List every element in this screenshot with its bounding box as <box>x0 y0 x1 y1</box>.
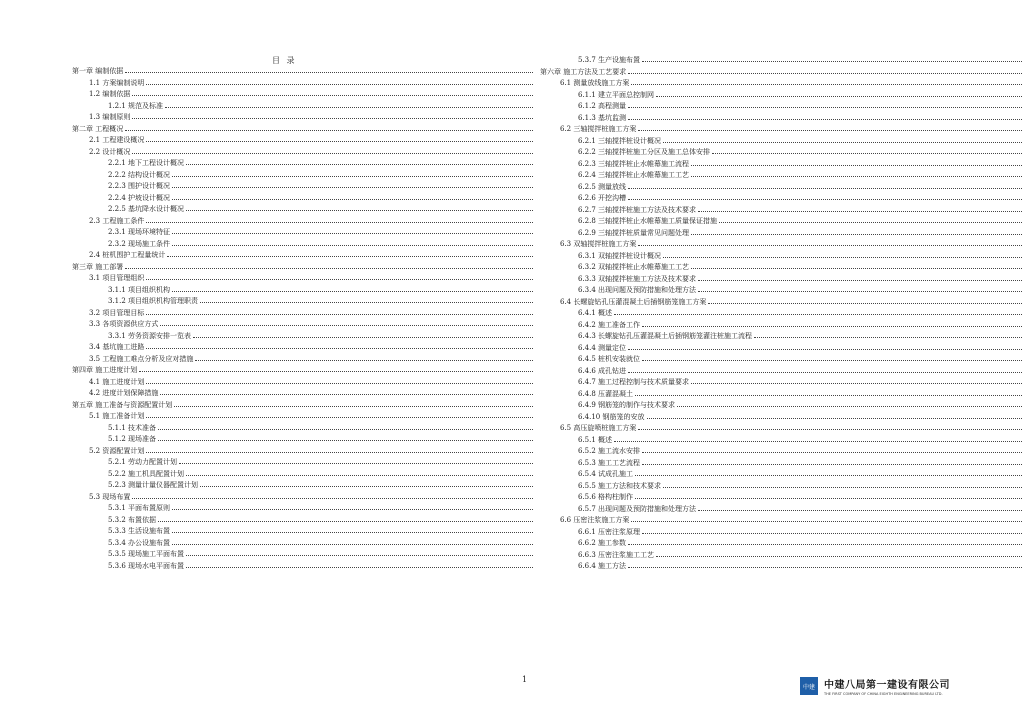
toc-dot-leader <box>193 336 533 338</box>
toc-entry-label: 2.2.5 基坑降水设计概况 <box>108 205 185 213</box>
toc-entry-label: 6.1 测量放线施工方案 <box>560 79 630 87</box>
toc-entry-label: 5.2.2 施工机具配置计划 <box>108 469 185 478</box>
toc-entry-label: 5.3.7 生产设施布置 <box>578 56 641 64</box>
toc-entry-label: 6.4.5 桩机安装就位 <box>578 355 641 363</box>
toc-entry[interactable] <box>540 65 1024 76</box>
toc-entry[interactable] <box>578 249 1024 260</box>
toc-entry[interactable] <box>89 145 535 156</box>
toc-entry[interactable] <box>578 203 1024 214</box>
toc-entry-label: 6.5.3 施工工艺流程 <box>578 458 641 467</box>
toc-entry-label: 6.4.3 长螺旋钻孔压灌混凝土后插钢筋笼灌注桩施工流程 <box>578 332 753 340</box>
toc-entry-label: 2.3 工程施工条件 <box>89 216 145 225</box>
toc-entry-label: 2.2.4 护坡设计概况 <box>108 193 171 202</box>
toc-entry-label: 5.1 施工准备计划 <box>89 412 145 420</box>
toc-dot-leader <box>158 428 533 430</box>
toc-dot-leader <box>635 394 1022 396</box>
toc-entry[interactable] <box>108 237 535 248</box>
toc-entry[interactable] <box>108 421 535 432</box>
toc-entry[interactable] <box>578 352 1024 363</box>
toc-dot-leader <box>172 531 533 533</box>
toc-entry-label: 5.1.2 现场准备 <box>108 435 157 443</box>
toc-dot-leader <box>195 359 533 361</box>
toc-dot-leader <box>698 279 1022 281</box>
toc-dot-leader <box>677 405 1022 407</box>
logo-mark-icon: 中建 <box>800 677 818 695</box>
toc-entry[interactable] <box>89 133 535 144</box>
toc-entry[interactable] <box>108 547 535 558</box>
toc-entry-label: 6.6.2 施工参数 <box>578 539 627 547</box>
toc-dot-leader <box>642 451 1022 453</box>
toc-entry[interactable] <box>578 134 1024 145</box>
toc-dot-leader <box>698 509 1022 511</box>
toc-entry-label: 第六章 施工方法及工艺要求 <box>540 67 627 76</box>
toc-entry[interactable] <box>578 145 1024 156</box>
toc-entry[interactable] <box>72 363 535 374</box>
toc-dot-leader <box>628 543 1022 545</box>
toc-dot-leader <box>146 347 533 349</box>
toc-entry[interactable] <box>578 191 1024 202</box>
toc-entry[interactable] <box>89 87 535 98</box>
toc-dot-leader <box>186 554 533 556</box>
toc-entry-label: 6.5.1 概述 <box>578 435 613 444</box>
toc-entry[interactable] <box>560 76 1024 87</box>
toc-entry[interactable] <box>108 501 535 512</box>
toc-dot-leader <box>638 428 1022 430</box>
toc-entry-label: 6.6.3 压密注浆施工工艺 <box>578 550 655 559</box>
toc-dot-leader <box>635 474 1022 476</box>
toc-entry[interactable] <box>108 455 535 466</box>
toc-entry-label: 第四章 施工进度计划 <box>72 366 138 374</box>
toc-entry[interactable] <box>578 479 1024 490</box>
toc-dot-leader <box>656 555 1022 557</box>
toc-entry-label: 2.2 设计概况 <box>89 147 131 156</box>
toc-entry[interactable] <box>108 283 535 294</box>
toc-entry-label: 2.3.1 现场环境特征 <box>108 228 171 236</box>
toc-dot-leader <box>160 393 533 395</box>
toc-entry-label: 6.2.3 三轴搅拌桩止水帷幕施工流程 <box>578 159 690 168</box>
toc-dot-leader <box>698 210 1022 212</box>
toc-entry-label: 2.1 工程建设概况 <box>89 136 145 144</box>
toc-entry-label: 6.5.7 出现问题及预防措施和处理方法 <box>578 504 697 513</box>
toc-dot-leader <box>631 83 1022 85</box>
toc-entry-label: 6.2.2 三轴搅拌桩施工分区及施工总体安排 <box>578 148 711 156</box>
toc-entry[interactable] <box>89 375 535 386</box>
toc-entry[interactable] <box>108 467 535 478</box>
toc-entry-label: 第三章 施工部署 <box>72 262 124 271</box>
toc-dot-leader <box>614 313 1022 315</box>
toc-entry-label: 第五章 施工准备与资源配置计划 <box>72 400 173 409</box>
toc-entry-label: 6.4.10 钢筋笼的安放 <box>578 412 645 421</box>
toc-entry[interactable] <box>108 524 535 535</box>
toc-entry[interactable] <box>108 156 535 167</box>
toc-entry-label: 6.2.5 测量放线 <box>578 182 627 191</box>
toc-entry[interactable] <box>108 478 535 489</box>
toc-dot-leader <box>146 451 533 453</box>
toc-entry-label: 6.2.9 三轴搅拌桩质量常见问题处理 <box>578 228 690 237</box>
toc-dot-leader <box>642 463 1022 465</box>
toc-dot-leader <box>158 439 533 441</box>
toc-entry-label: 6.4.6 成孔钻进 <box>578 366 627 375</box>
toc-dot-leader <box>186 209 533 211</box>
toc-entry-label: 6.2.4 三轴搅拌桩止水帷幕施工工艺 <box>578 171 690 179</box>
page-number: 1 <box>522 675 528 684</box>
toc-entry[interactable] <box>578 99 1024 110</box>
toc-entry[interactable] <box>578 444 1024 455</box>
company-logo <box>800 674 964 698</box>
toc-entry[interactable] <box>560 295 1024 306</box>
toc-entry-label: 4.1 施工进度计划 <box>89 377 145 386</box>
toc-entry-label: 6.6 压密注浆施工方案 <box>560 516 630 524</box>
logo-text <box>824 676 950 696</box>
toc-entry[interactable] <box>578 329 1024 340</box>
toc-entry[interactable] <box>578 536 1024 547</box>
toc-entry[interactable] <box>108 559 535 570</box>
toc-entry-label: 3.4 基坑施工进路 <box>89 343 145 351</box>
toc-dot-leader <box>186 474 533 476</box>
toc-entry-label: 5.3.4 办公设施布置 <box>108 538 171 547</box>
toc-entry-label: 5.2.3 测量计量仪器配置计划 <box>108 481 199 489</box>
toc-entry[interactable] <box>578 318 1024 329</box>
toc-entry[interactable] <box>578 180 1024 191</box>
toc-entry-label: 3.1.2 项目组织机构管理职责 <box>108 297 199 305</box>
toc-entry[interactable] <box>578 88 1024 99</box>
toc-entry[interactable] <box>578 283 1024 294</box>
toc-title: 目 录 <box>272 56 297 65</box>
toc-entry-label: 6.2.8 三轴搅拌桩止水帷幕施工质量保证措施 <box>578 217 718 225</box>
toc-dot-leader <box>642 532 1022 534</box>
toc-entry[interactable] <box>89 214 535 225</box>
toc-entry-label: 6.3.1 双轴搅拌桩设计概况 <box>578 251 662 260</box>
toc-dot-leader <box>125 129 533 131</box>
toc-entry[interactable] <box>578 375 1024 386</box>
toc-dot-leader <box>186 163 533 165</box>
toc-entry[interactable] <box>578 260 1024 271</box>
toc-dot-leader <box>628 106 1022 108</box>
toc-entry[interactable] <box>578 53 1024 64</box>
toc-entry-label: 4.2 进度计划保障措施 <box>89 389 159 397</box>
toc-entry[interactable] <box>578 306 1024 317</box>
toc-dot-leader <box>691 382 1022 384</box>
toc-dot-leader <box>663 141 1022 143</box>
toc-entry-label: 6.5.6 格构柱制作 <box>578 493 634 501</box>
toc-dot-leader <box>642 359 1022 361</box>
toc-entry-label: 6.3 双轴搅拌桩施工方案 <box>560 240 637 248</box>
toc-entry[interactable] <box>578 111 1024 122</box>
toc-dot-leader <box>167 255 533 257</box>
toc-dot-leader <box>628 118 1022 120</box>
toc-entry-label: 5.3.6 现场水电平面布置 <box>108 561 185 570</box>
toc-dot-leader <box>146 278 533 280</box>
toc-dot-leader <box>172 175 533 177</box>
toc-entry-label: 2.4 桩机围护工程量统计 <box>89 251 166 259</box>
toc-entry[interactable] <box>560 513 1024 524</box>
toc-entry[interactable] <box>578 341 1024 352</box>
toc-dot-leader <box>754 336 1022 338</box>
toc-dot-leader <box>125 71 533 73</box>
toc-entry-label: 6.4.1 概述 <box>578 309 613 317</box>
toc-entry[interactable] <box>560 421 1024 432</box>
toc-dot-leader <box>635 497 1022 499</box>
toc-entry-label: 5.2 资源配置计划 <box>89 446 145 455</box>
toc-dot-leader <box>663 486 1022 488</box>
toc-entry[interactable] <box>578 226 1024 237</box>
toc-entry[interactable] <box>108 179 535 190</box>
toc-entry-label: 6.2.6 开挖沟槽 <box>578 194 627 202</box>
toc-dot-leader <box>691 164 1022 166</box>
toc-entry[interactable] <box>72 64 535 75</box>
toc-entry-label: 6.6.4 施工方法 <box>578 562 627 570</box>
toc-entry-label: 6.4.7 施工过程控制与技术质量要求 <box>578 378 690 386</box>
toc-dot-leader <box>132 497 533 499</box>
toc-entry-label: 2.2.1 地下工程设计概况 <box>108 159 185 167</box>
toc-entry-label: 6.6.1 压密注浆原理 <box>578 527 641 536</box>
toc-entry-label: 2.3.2 现场施工条件 <box>108 239 171 248</box>
toc-entry-label: 6.2.7 三轴搅拌桩施工方法及技术要求 <box>578 205 697 214</box>
toc-entry[interactable] <box>108 432 535 443</box>
toc-dot-leader <box>139 370 533 372</box>
toc-dot-leader <box>628 371 1022 373</box>
toc-dot-leader <box>628 566 1022 568</box>
logo-company-cn: 中建八局第一建设有限公司 <box>824 680 950 691</box>
toc-entry[interactable] <box>89 248 535 259</box>
toc-entry[interactable] <box>578 433 1024 444</box>
toc-entry[interactable] <box>578 410 1024 421</box>
toc-dot-leader <box>172 244 533 246</box>
toc-dot-leader <box>125 267 533 269</box>
toc-entry-label: 6.1.2 高程测量 <box>578 102 627 110</box>
toc-entry[interactable] <box>578 548 1024 559</box>
toc-entry[interactable] <box>108 191 535 202</box>
toc-entry-label: 第一章 编制依据 <box>72 67 124 75</box>
toc-entry[interactable] <box>578 467 1024 478</box>
toc-dot-leader <box>132 94 533 96</box>
toc-entry-label: 6.5.4 试成孔施工 <box>578 470 634 478</box>
toc-dot-leader <box>631 520 1022 522</box>
toc-entry[interactable] <box>578 272 1024 283</box>
toc-entry[interactable] <box>108 99 535 110</box>
toc-entry-label: 3.1.1 项目组织机构 <box>108 285 171 294</box>
toc-entry-label: 6.5 高压旋喷桩施工方案 <box>560 424 637 432</box>
toc-dot-leader <box>172 198 533 200</box>
toc-dot-leader <box>132 152 533 154</box>
toc-dot-leader <box>663 256 1022 258</box>
toc-entry[interactable] <box>89 306 535 317</box>
toc-entry[interactable] <box>560 237 1024 248</box>
toc-entry-label: 6.3.2 双轴搅拌桩止水帷幕施工工艺 <box>578 263 690 271</box>
toc-dot-leader <box>160 324 533 326</box>
toc-entry[interactable] <box>560 122 1024 133</box>
toc-entry[interactable] <box>72 122 535 133</box>
toc-entry[interactable] <box>578 559 1024 570</box>
toc-entry-label: 6.4.8 压灌混凝土 <box>578 389 634 398</box>
toc-entry-label: 3.2 项目管理目标 <box>89 308 145 317</box>
toc-entry-label: 6.4.9 钢筋笼的制作与技术要求 <box>578 401 676 409</box>
toc-dot-leader <box>172 186 533 188</box>
toc-entry[interactable] <box>578 214 1024 225</box>
toc-entry[interactable] <box>578 387 1024 398</box>
toc-entry[interactable] <box>108 513 535 524</box>
toc-dot-leader <box>712 152 1022 154</box>
toc-dot-leader <box>200 485 533 487</box>
toc-dot-leader <box>172 232 533 234</box>
toc-entry-label: 1.3 编制原则 <box>89 113 131 121</box>
toc-entry-label: 6.1.3 基坑监测 <box>578 113 627 122</box>
toc-entry[interactable] <box>89 409 535 420</box>
toc-entry[interactable] <box>108 202 535 213</box>
toc-dot-leader <box>698 290 1022 292</box>
toc-entry-label: 3.3.1 劳务资源安排一览表 <box>108 331 192 340</box>
toc-entry[interactable] <box>108 329 535 340</box>
toc-dot-leader <box>174 405 533 407</box>
toc-dot-leader <box>638 129 1022 131</box>
toc-dot-leader <box>628 198 1022 200</box>
toc-entry[interactable] <box>108 294 535 305</box>
toc-entry[interactable] <box>72 398 535 409</box>
toc-entry-label: 2.2.2 结构设计概况 <box>108 170 171 179</box>
toc-entry-label: 6.3.3 双轴搅拌桩施工方法及技术要求 <box>578 274 697 283</box>
toc-entry[interactable] <box>578 398 1024 409</box>
toc-dot-leader <box>628 187 1022 189</box>
toc-entry[interactable] <box>578 456 1024 467</box>
toc-entry[interactable] <box>89 317 535 328</box>
toc-dot-leader <box>172 290 533 292</box>
toc-entry-label: 5.3.1 平面布置原则 <box>108 504 171 512</box>
toc-dot-leader <box>719 221 1022 223</box>
toc-entry-label: 6.3.4 出现问题及预防措施和处理方法 <box>578 286 697 294</box>
toc-dot-leader <box>647 417 1023 419</box>
toc-entry[interactable] <box>578 364 1024 375</box>
toc-entry-label: 1.2.1 规范及标准 <box>108 101 164 110</box>
toc-dot-leader <box>691 175 1022 177</box>
toc-entry[interactable] <box>89 340 535 351</box>
toc-entry-label: 5.3.3 生活设施布置 <box>108 527 171 535</box>
toc-dot-leader <box>179 462 533 464</box>
toc-entry[interactable] <box>108 225 535 236</box>
toc-entry[interactable] <box>578 168 1024 179</box>
toc-entry[interactable] <box>578 157 1024 168</box>
toc-dot-leader <box>146 140 533 142</box>
toc-entry-label: 6.2 三轴搅拌桩施工方案 <box>560 125 637 133</box>
toc-dot-leader <box>656 95 1022 97</box>
toc-entry[interactable] <box>89 444 535 455</box>
toc-dot-leader <box>165 106 533 108</box>
toc-entry-label: 1.1 方案编制说明 <box>89 78 145 87</box>
toc-dot-leader <box>614 440 1022 442</box>
toc-dot-leader <box>172 543 533 545</box>
toc-dot-leader <box>146 83 533 85</box>
toc-dot-leader <box>146 221 533 223</box>
toc-entry-label: 3.3 各项资源供应方式 <box>89 320 159 328</box>
toc-entry[interactable] <box>89 271 535 282</box>
toc-entry-label: 5.3.5 现场施工平面布置 <box>108 550 185 558</box>
toc-dot-leader <box>200 301 533 303</box>
toc-entry[interactable] <box>108 168 535 179</box>
toc-entry-label: 3.5 工程施工难点分析及应对措施 <box>89 354 194 363</box>
toc-dot-leader <box>158 520 533 522</box>
toc-dot-leader <box>628 348 1022 350</box>
toc-entry-label: 1.2 编制依据 <box>89 90 131 98</box>
toc-dot-leader <box>146 382 533 384</box>
toc-dot-leader <box>708 302 1022 304</box>
toc-entry-label: 6.1.1 建立平面总控制网 <box>578 90 655 99</box>
toc-dot-leader <box>628 72 1022 74</box>
toc-dot-leader <box>146 313 533 315</box>
toc-entry[interactable] <box>89 386 535 397</box>
toc-entry[interactable] <box>72 260 535 271</box>
logo-company-en: THE FIRST COMPANY OF CHINA EIGHTH ENGINEERING BUREAU LTD. <box>824 692 943 696</box>
toc-entry-label: 第二章 工程概况 <box>72 124 124 133</box>
toc-dot-leader <box>691 233 1022 235</box>
toc-entry-label: 2.2.3 围护设计概况 <box>108 182 171 190</box>
toc-entry-label: 6.4 长螺旋钻孔压灌混凝土后插钢筋笼施工方案 <box>560 297 707 306</box>
toc-entry[interactable] <box>89 352 535 363</box>
toc-dot-leader <box>172 508 533 510</box>
toc-entry[interactable] <box>89 76 535 87</box>
toc-entry[interactable] <box>578 525 1024 536</box>
toc-dot-leader <box>642 60 1022 62</box>
toc-entry-label: 6.5.2 施工流水安排 <box>578 447 641 455</box>
toc-entry[interactable] <box>89 110 535 121</box>
toc-dot-leader <box>691 267 1022 269</box>
toc-entry-label: 6.4.4 测量定位 <box>578 343 627 352</box>
toc-entry[interactable] <box>578 502 1024 513</box>
toc-entry-label: 5.1.1 技术准备 <box>108 423 157 432</box>
toc-entry[interactable] <box>578 490 1024 501</box>
toc-dot-leader <box>186 566 533 568</box>
toc-entry-label: 5.3.2 布置依据 <box>108 515 157 524</box>
toc-dot-leader <box>638 244 1022 246</box>
toc-dot-leader <box>146 416 533 418</box>
toc-dot-leader <box>642 325 1022 327</box>
toc-entry-label: 5.2.1 劳动力配置计划 <box>108 458 178 466</box>
toc-entry-label: 3.1 项目管理组织 <box>89 274 145 282</box>
toc-entry-label: 6.2.1 三轴搅拌桩设计概况 <box>578 136 662 145</box>
toc-entry-label: 6.5.5 施工方法和技术要求 <box>578 481 662 490</box>
toc-entry-label: 6.4.2 施工准备工作 <box>578 320 641 329</box>
toc-dot-leader <box>132 117 533 119</box>
toc-entry[interactable] <box>89 490 535 501</box>
toc-entry-label: 5.3 现场布置 <box>89 492 131 501</box>
toc-entry[interactable] <box>108 536 535 547</box>
